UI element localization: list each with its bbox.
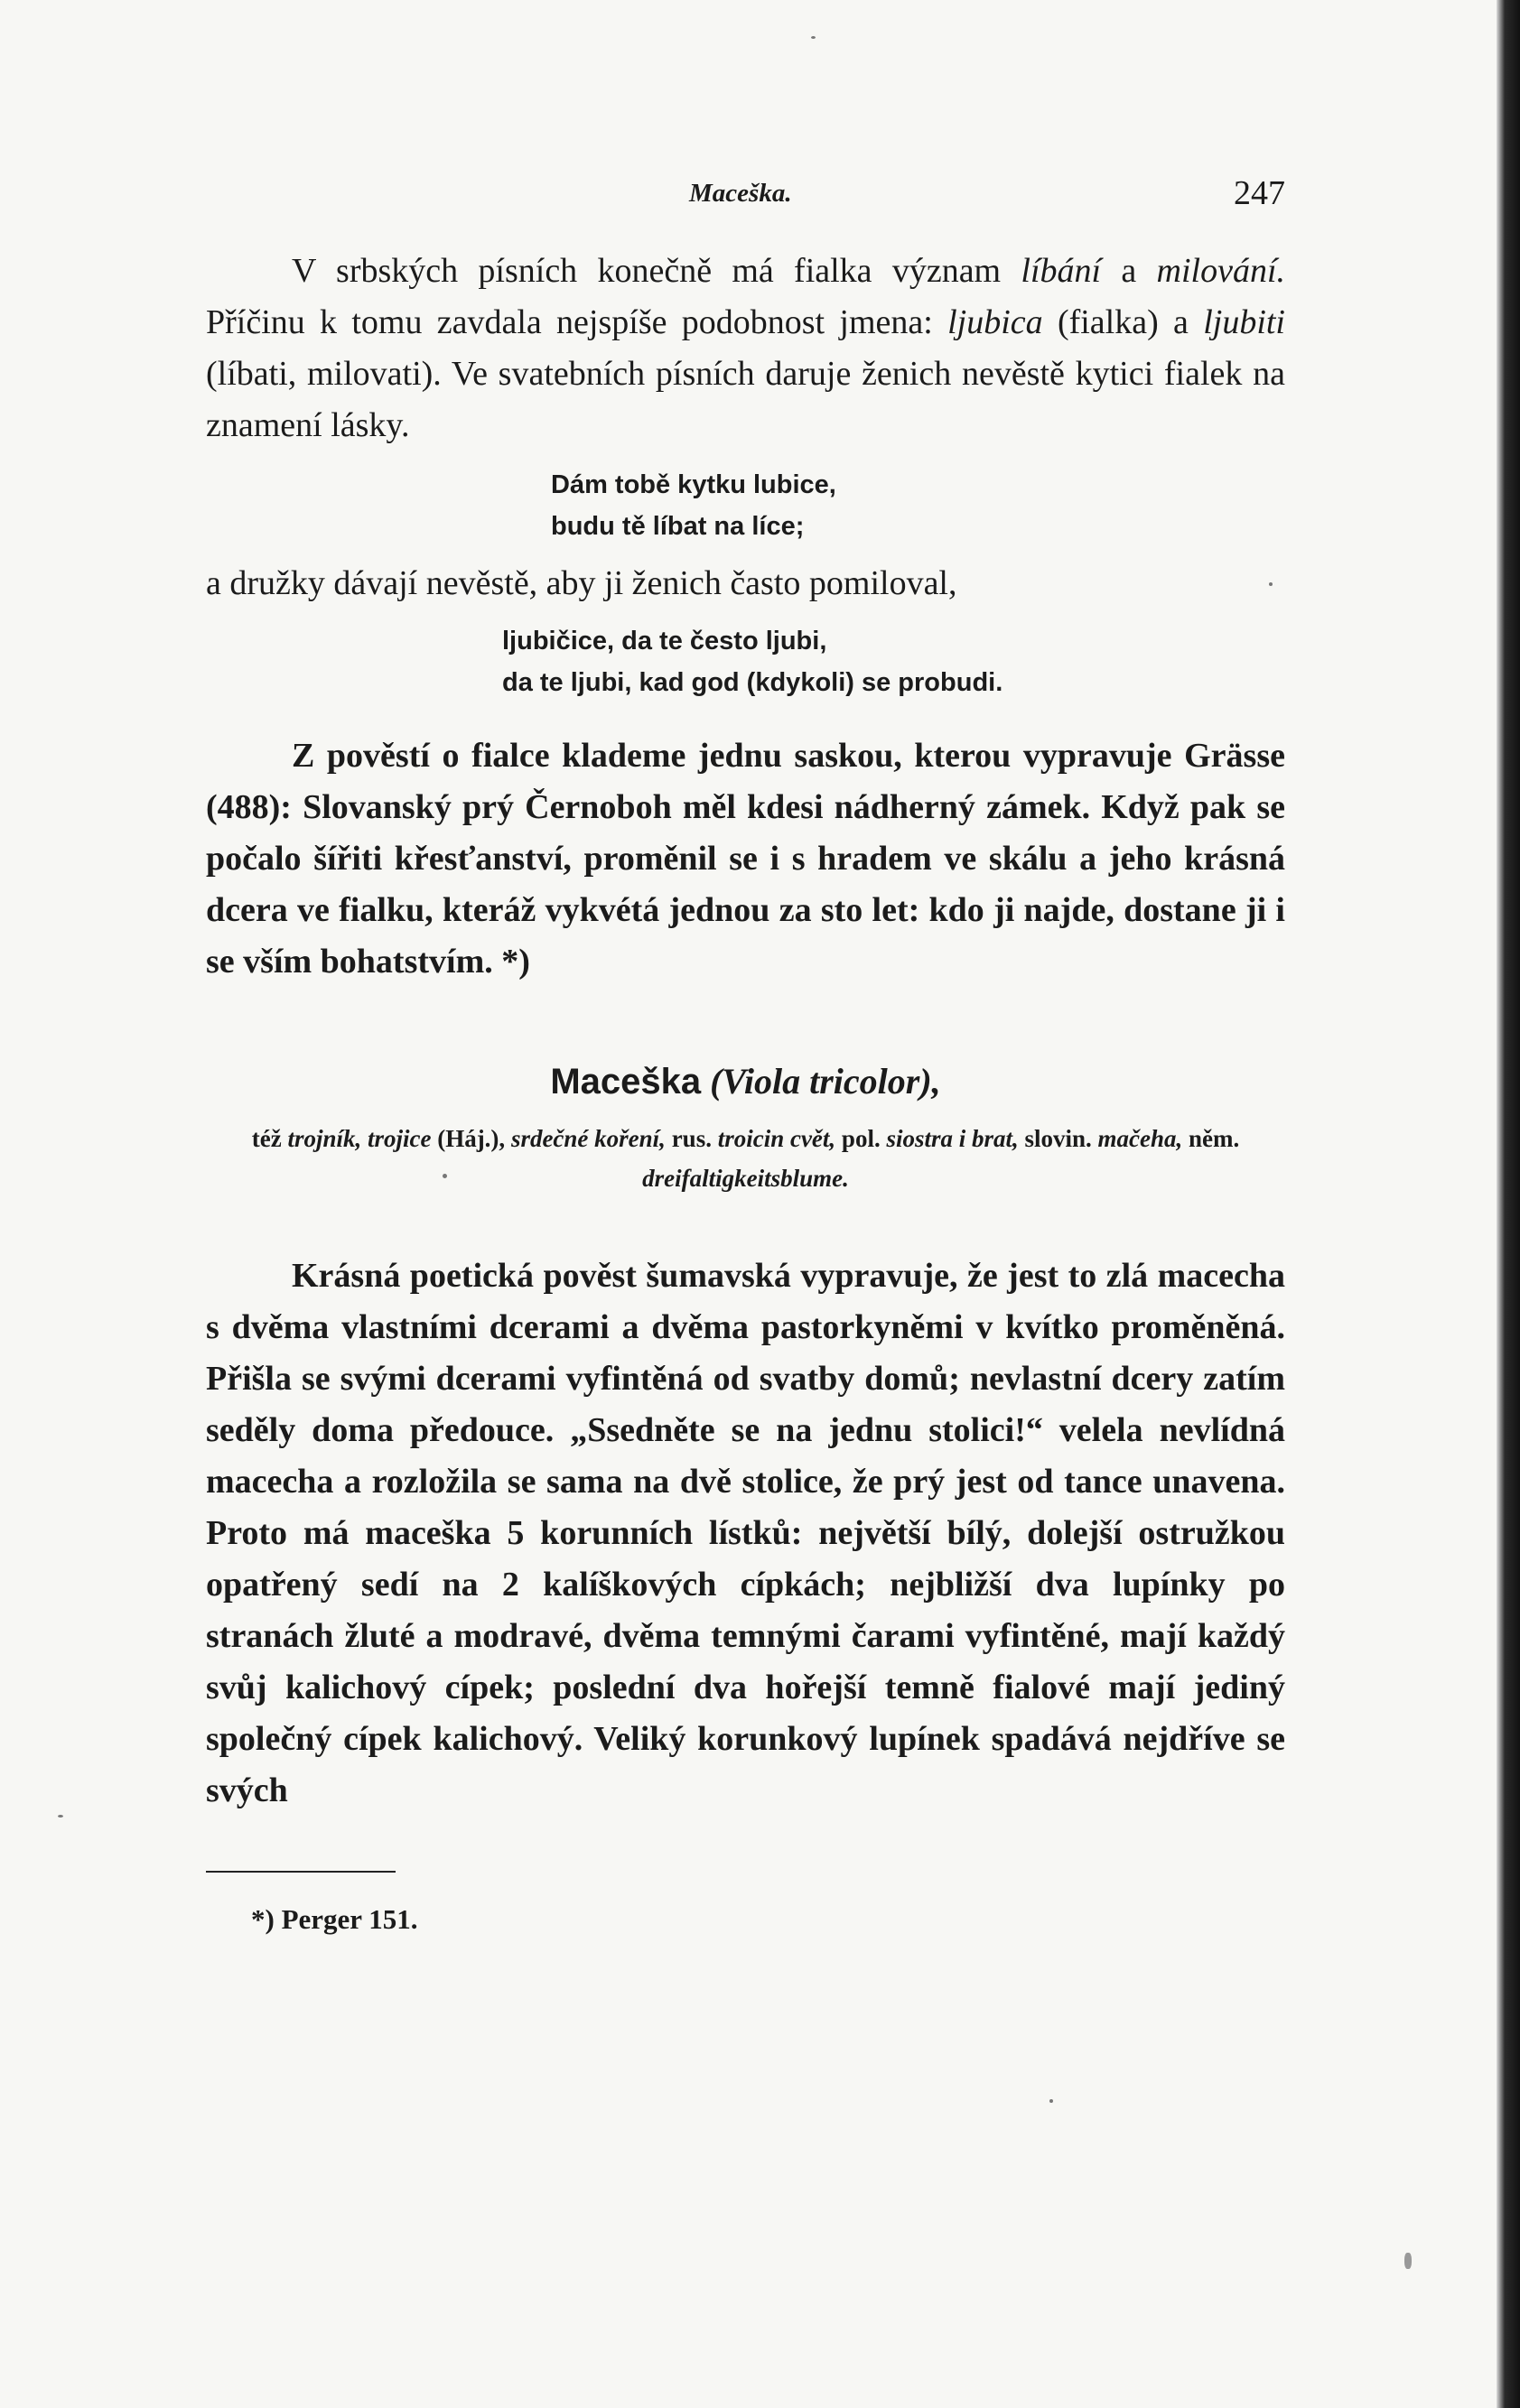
italic-term: trojník, trojice <box>287 1125 432 1152</box>
verse-line: da te ljubi, kad god (kdykoli) se probudi. <box>502 668 1003 697</box>
italic-term: srdečné koření, <box>510 1125 666 1152</box>
synonyms-line <box>206 1119 1285 1198</box>
text-run: též <box>251 1125 288 1152</box>
running-title: Maceška. <box>689 179 792 208</box>
paper-speck <box>1049 2099 1053 2103</box>
italic-term: ljubica <box>947 303 1043 341</box>
footnote: *) Perger 151. <box>251 1903 418 1935</box>
page-number: 247 <box>1234 174 1285 212</box>
italic-term: troicin cvět, <box>717 1125 836 1152</box>
italic-term: siostra i brat, <box>886 1125 1019 1152</box>
paper-speck <box>1404 2253 1412 2269</box>
page-edge-shadow <box>1497 0 1520 2408</box>
verse-quote-2 <box>502 620 1285 703</box>
text-run: (líbati, milovati). Ve svatebních písních daruje ženich nevěstě kytici fialek na znamení lásky. <box>206 355 1285 444</box>
paper-speck <box>58 1815 63 1818</box>
text-run: a <box>1101 252 1157 290</box>
italic-term: líbání <box>1021 252 1102 290</box>
verse-line: Dám tobě kytku lubice, <box>551 470 836 499</box>
text-run: slovin. <box>1018 1125 1098 1152</box>
section-heading <box>206 1060 1285 1102</box>
italic-term: milování. <box>1156 252 1286 290</box>
verse-line: budu tě líbat na líce; <box>551 512 805 541</box>
italic-term: ljubiti <box>1203 303 1285 341</box>
text-run: pol. <box>835 1125 887 1152</box>
text-run: rus. <box>665 1125 718 1152</box>
book-page <box>206 172 1285 1936</box>
paragraph-violet-meaning <box>206 246 1285 451</box>
text-run: (Háj.), <box>431 1125 511 1152</box>
page-header <box>206 172 1285 226</box>
text-run: (fialka) a <box>1042 303 1204 341</box>
italic-term: mačeha, <box>1097 1125 1183 1152</box>
verse-line: ljubičice, da te često ljubi, <box>502 627 827 655</box>
section-latin-name: (Viola tricolor), <box>710 1061 941 1102</box>
paragraph-saxon-legend: Z pověstí o fialce klademe jednu saskou, kterou vypravuje Grässe (488): Slovanský prý Černoboh měl kdesi nádherný zámek. Když pak se počalo šířiti křesťanství, proměnil se i s hradem ve skálu a jeho krásná dcera ve fialku, kteráž vykvétá jednou za sto let: kdo ji najde, dostane ji i se vším bohatstvím. *) <box>206 737 1285 981</box>
italic-term: dreifaltigkeitsblume. <box>642 1165 849 1192</box>
verse-quote-1 <box>551 464 1285 547</box>
text-run: V srbských písních konečně má fialka význam <box>292 252 1021 290</box>
text-run: Příčinu k tomu zavdala nejspíše podobnost jmena: <box>206 303 948 341</box>
text-run: něm. <box>1182 1125 1240 1152</box>
footnote-divider <box>206 1871 396 1873</box>
paragraph-bridesmaids: a družky dávají nevěstě, aby ji ženich často pomiloval, <box>206 564 957 602</box>
paragraph-stepmother-legend: Krásná poetická pověst šumavská vypravuje, že jest to zlá macecha s dvěma vlastními dcerami a dvěma pastorkyněmi v kvítko proměněná. Přišla se svými dcerami vyfintěná od svatby domů; nevlastní dcery zatím seděly doma předouce. „Ssedněte se na jednu stolici!“ velela nevlídná macecha a rozložila se sama na dvě stolice, že prý jest od tance unavena. Proto má maceška 5 korunních lístků: největší bílý, dolejší ostružkou opatřený sedí na 2 kalíškových cípkách; nejbližší dva lupínky po stranách žluté a modravé, dvěma temnými čarami vyfintěné, mají každý svůj kalichový cípek; poslední dva hořejší temně fialové mají jediný společný cípek kalichový. Veliký korunkový lupínek spadává nejdříve se svých <box>206 1257 1285 1809</box>
paper-speck <box>811 36 816 39</box>
section-title: Maceška <box>550 1062 702 1102</box>
